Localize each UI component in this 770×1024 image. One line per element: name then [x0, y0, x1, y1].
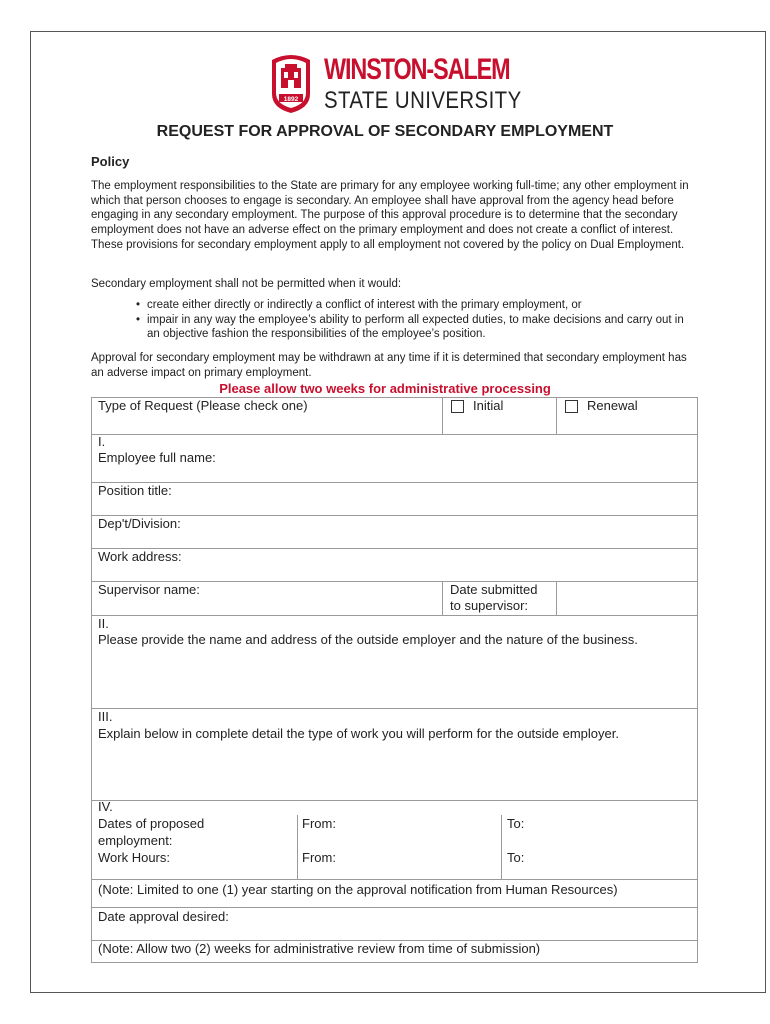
- supervisor-name-label: Supervisor name:: [98, 582, 200, 597]
- position-title-label: Position title:: [98, 483, 172, 498]
- type-of-request-label: Type of Request (Please check one): [98, 398, 308, 413]
- dates-of-employment-label-line1: Dates of proposed: [98, 816, 205, 831]
- dept-division-label: Dep't/Division:: [98, 516, 181, 531]
- document-title: REQUEST FOR APPROVAL OF SECONDARY EMPLOYMENT: [156, 123, 614, 140]
- work-description-field[interactable]: [93, 744, 696, 798]
- supervisor-name-field[interactable]: [220, 582, 440, 614]
- policy-paragraph-2: Secondary employment shall not be permitted when it would:: [91, 278, 402, 290]
- employee-name-label: Employee full name:: [98, 450, 216, 465]
- hours-to-field[interactable]: [532, 849, 692, 869]
- position-title-field[interactable]: [190, 483, 695, 513]
- renewal-checkbox[interactable]: [565, 400, 578, 413]
- policy-paragraph-3: Approval for secondary employment may be withdrawn at any time if it is determined that secondary employment has an adverse impact on primary employment.: [91, 352, 687, 379]
- logo-name-line1: WINSTON-SALEM: [324, 53, 510, 86]
- policy-heading: Policy: [91, 154, 130, 169]
- section-2-label: II.: [98, 616, 109, 631]
- initial-checkbox[interactable]: [451, 400, 464, 413]
- date-approval-desired-field[interactable]: [245, 908, 695, 938]
- hours-to-label: To:: [507, 850, 525, 865]
- processing-notice: Please allow two weeks for administrative processing: [219, 381, 551, 396]
- work-hours-label: Work Hours:: [98, 850, 170, 865]
- administrative-review-note: (Note: Allow two (2) weeks for administrative review from time of submission): [98, 941, 541, 956]
- date-submitted-label-line2: to supervisor:: [450, 598, 529, 613]
- date-submitted-field[interactable]: [557, 581, 695, 614]
- work-address-label: Work address:: [98, 549, 182, 564]
- dept-division-field[interactable]: [200, 516, 695, 546]
- seal-year: 1892: [283, 96, 299, 103]
- section-2-instructions: Please provide the name and address of the outside employer and the nature of the business.: [98, 632, 638, 647]
- section-1-label: I.: [98, 434, 106, 449]
- dates-to-label: To:: [507, 816, 525, 831]
- dates-from-label: From:: [302, 816, 336, 831]
- policy-paragraph-1: The employment responsibilities to the State are primary for any employee working full-time; any other employment in which that person chooses to engage is secondary. An employee shall have approval from the agency head before engaging in any secondary employment. The purpose of this approval procedure is to determine that the secondary employment does not have an adverse effect on the primary employment and does not create a conflict of interest. These provisions for secondary employment apply to all employment not covered by the policy on Dual Employment.: [91, 180, 689, 251]
- initial-option-label: Initial: [473, 398, 504, 413]
- section-3-label: III.: [98, 709, 113, 724]
- policy-bullet: • create either directly or indirectly a conflict of interest with the primary employment, or: [136, 298, 691, 313]
- renewal-option-label: Renewal: [587, 398, 638, 413]
- outside-employer-field[interactable]: [93, 650, 696, 705]
- one-year-note: (Note: Limited to one (1) year starting on the approval notification from Human Resources): [98, 882, 618, 897]
- hours-from-label: From:: [302, 850, 336, 865]
- hours-from-field[interactable]: [345, 849, 495, 869]
- dates-to-field[interactable]: [532, 815, 692, 835]
- section-4-label: IV.: [98, 799, 113, 814]
- policy-bullet: • impair in any way the employee’s ability to perform all expected duties, to make decisions and carry out in an objective fashion the responsibilities of the employee’s position.: [136, 313, 691, 342]
- policy-bullet-list: [136, 298, 691, 342]
- section-3-instructions: Explain below in complete detail the type of work you will perform for the outside employer.: [98, 726, 619, 741]
- dates-of-employment-label-line2: employment:: [98, 833, 173, 848]
- date-submitted-label-line1: Date submitted: [450, 582, 538, 597]
- dates-from-field[interactable]: [345, 815, 495, 835]
- university-seal-icon: [268, 50, 314, 114]
- date-approval-desired-label: Date approval desired:: [98, 909, 229, 924]
- employee-name-field[interactable]: [245, 448, 695, 478]
- logo-name-line2: STATE UNIVERSITY: [324, 87, 522, 114]
- work-address-field[interactable]: [200, 549, 695, 579]
